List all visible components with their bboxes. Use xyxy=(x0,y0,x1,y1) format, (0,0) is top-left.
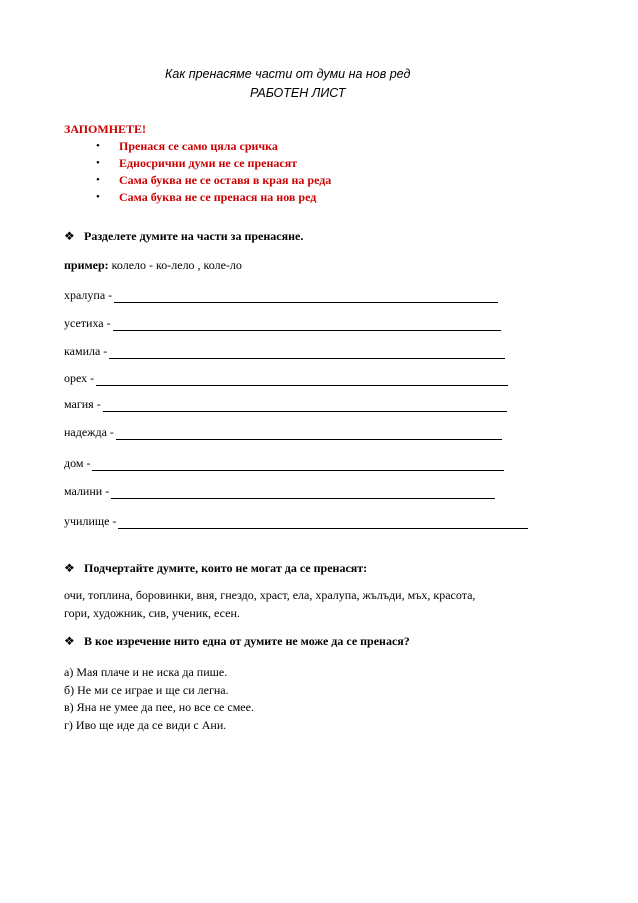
answer-option: б) Не ми се играе и ще си легна. xyxy=(64,682,229,697)
row-word: камила - xyxy=(64,344,108,358)
task2-words xyxy=(64,586,564,622)
task1-instruction: Разделете думите на части за пренасяне. xyxy=(84,229,304,243)
words-line: гори, художник, сив, ученик, есен. xyxy=(64,606,240,620)
answer-row xyxy=(64,397,507,412)
rule-text: Едносрични думи не се пренасят xyxy=(119,156,298,170)
answer-blank[interactable] xyxy=(92,461,504,471)
answer-blank[interactable] xyxy=(116,430,502,440)
example-label: пример: xyxy=(64,258,109,272)
rules-list xyxy=(64,138,331,206)
answer-blank[interactable] xyxy=(103,402,507,412)
answer-option: г) Иво ще иде да се види с Ани. xyxy=(64,717,227,732)
answer-row xyxy=(64,371,508,386)
row-word: орех - xyxy=(64,371,95,385)
example-line xyxy=(64,258,242,273)
answer-options xyxy=(64,664,254,734)
diamond-bullet-icon: ❖ xyxy=(64,561,75,575)
answer-row xyxy=(64,316,501,331)
diamond-bullet-icon: ❖ xyxy=(64,634,75,648)
rule-item xyxy=(64,172,331,189)
rule-item xyxy=(64,189,331,206)
row-word: малини - xyxy=(64,484,110,498)
answer-option: а) Мая плаче и не иска да пише. xyxy=(64,665,228,679)
rule-item xyxy=(64,138,331,155)
answer-blank[interactable] xyxy=(96,376,508,386)
answer-blank[interactable] xyxy=(111,489,495,499)
task3-instruction-line xyxy=(64,634,410,649)
bullet-icon: • xyxy=(96,157,100,169)
answer-row xyxy=(64,344,505,359)
rule-text: Сама буква не се оставя в края на реда xyxy=(119,173,332,187)
answer-row xyxy=(64,456,504,471)
answer-blank[interactable] xyxy=(114,293,498,303)
task2-instruction-line xyxy=(64,561,367,576)
diamond-bullet-icon: ❖ xyxy=(64,229,75,243)
worksheet-title: Как пренасяме части от думи на нов ред xyxy=(165,67,411,81)
row-word: усетиха - xyxy=(64,316,111,330)
answer-row xyxy=(64,288,498,303)
row-word: магия - xyxy=(64,397,101,411)
words-line: очи, топлина, боровинки, вня, гнездо, храст, ела, хралупа, жълъди, мъх, красота, xyxy=(64,588,476,602)
remember-heading: ЗАПОМНЕТЕ! xyxy=(64,122,147,136)
bullet-icon: • xyxy=(96,174,100,186)
answer-row xyxy=(64,425,502,440)
rule-text: Сама буква не се пренася на нов ред xyxy=(119,190,317,204)
answer-blank[interactable] xyxy=(113,321,501,331)
bullet-icon: • xyxy=(96,191,100,203)
rule-item xyxy=(64,155,331,172)
worksheet-subtitle: РАБОТЕН ЛИСТ xyxy=(250,86,346,100)
answer-blank[interactable] xyxy=(109,349,505,359)
task3-instruction: В кое изречение нито една от думите не може да се пренася? xyxy=(84,634,410,648)
row-word: училище - xyxy=(64,514,117,528)
row-word: надежда - xyxy=(64,425,114,439)
task2-instruction: Подчертайте думите, които не могат да се пренасят: xyxy=(84,561,368,575)
row-word: хралупа - xyxy=(64,288,113,302)
answer-option: в) Яна не умее да пее, но все се смее. xyxy=(64,700,254,714)
answer-row xyxy=(64,514,528,529)
task1-instruction-line xyxy=(64,229,303,244)
rule-text: Пренася се само цяла сричка xyxy=(119,139,278,153)
answer-blank[interactable] xyxy=(118,519,528,529)
example-text: колело - ко-лело , коле-ло xyxy=(108,258,242,272)
answer-row xyxy=(64,484,495,499)
row-word: дом - xyxy=(64,456,91,470)
bullet-icon: • xyxy=(96,140,100,152)
